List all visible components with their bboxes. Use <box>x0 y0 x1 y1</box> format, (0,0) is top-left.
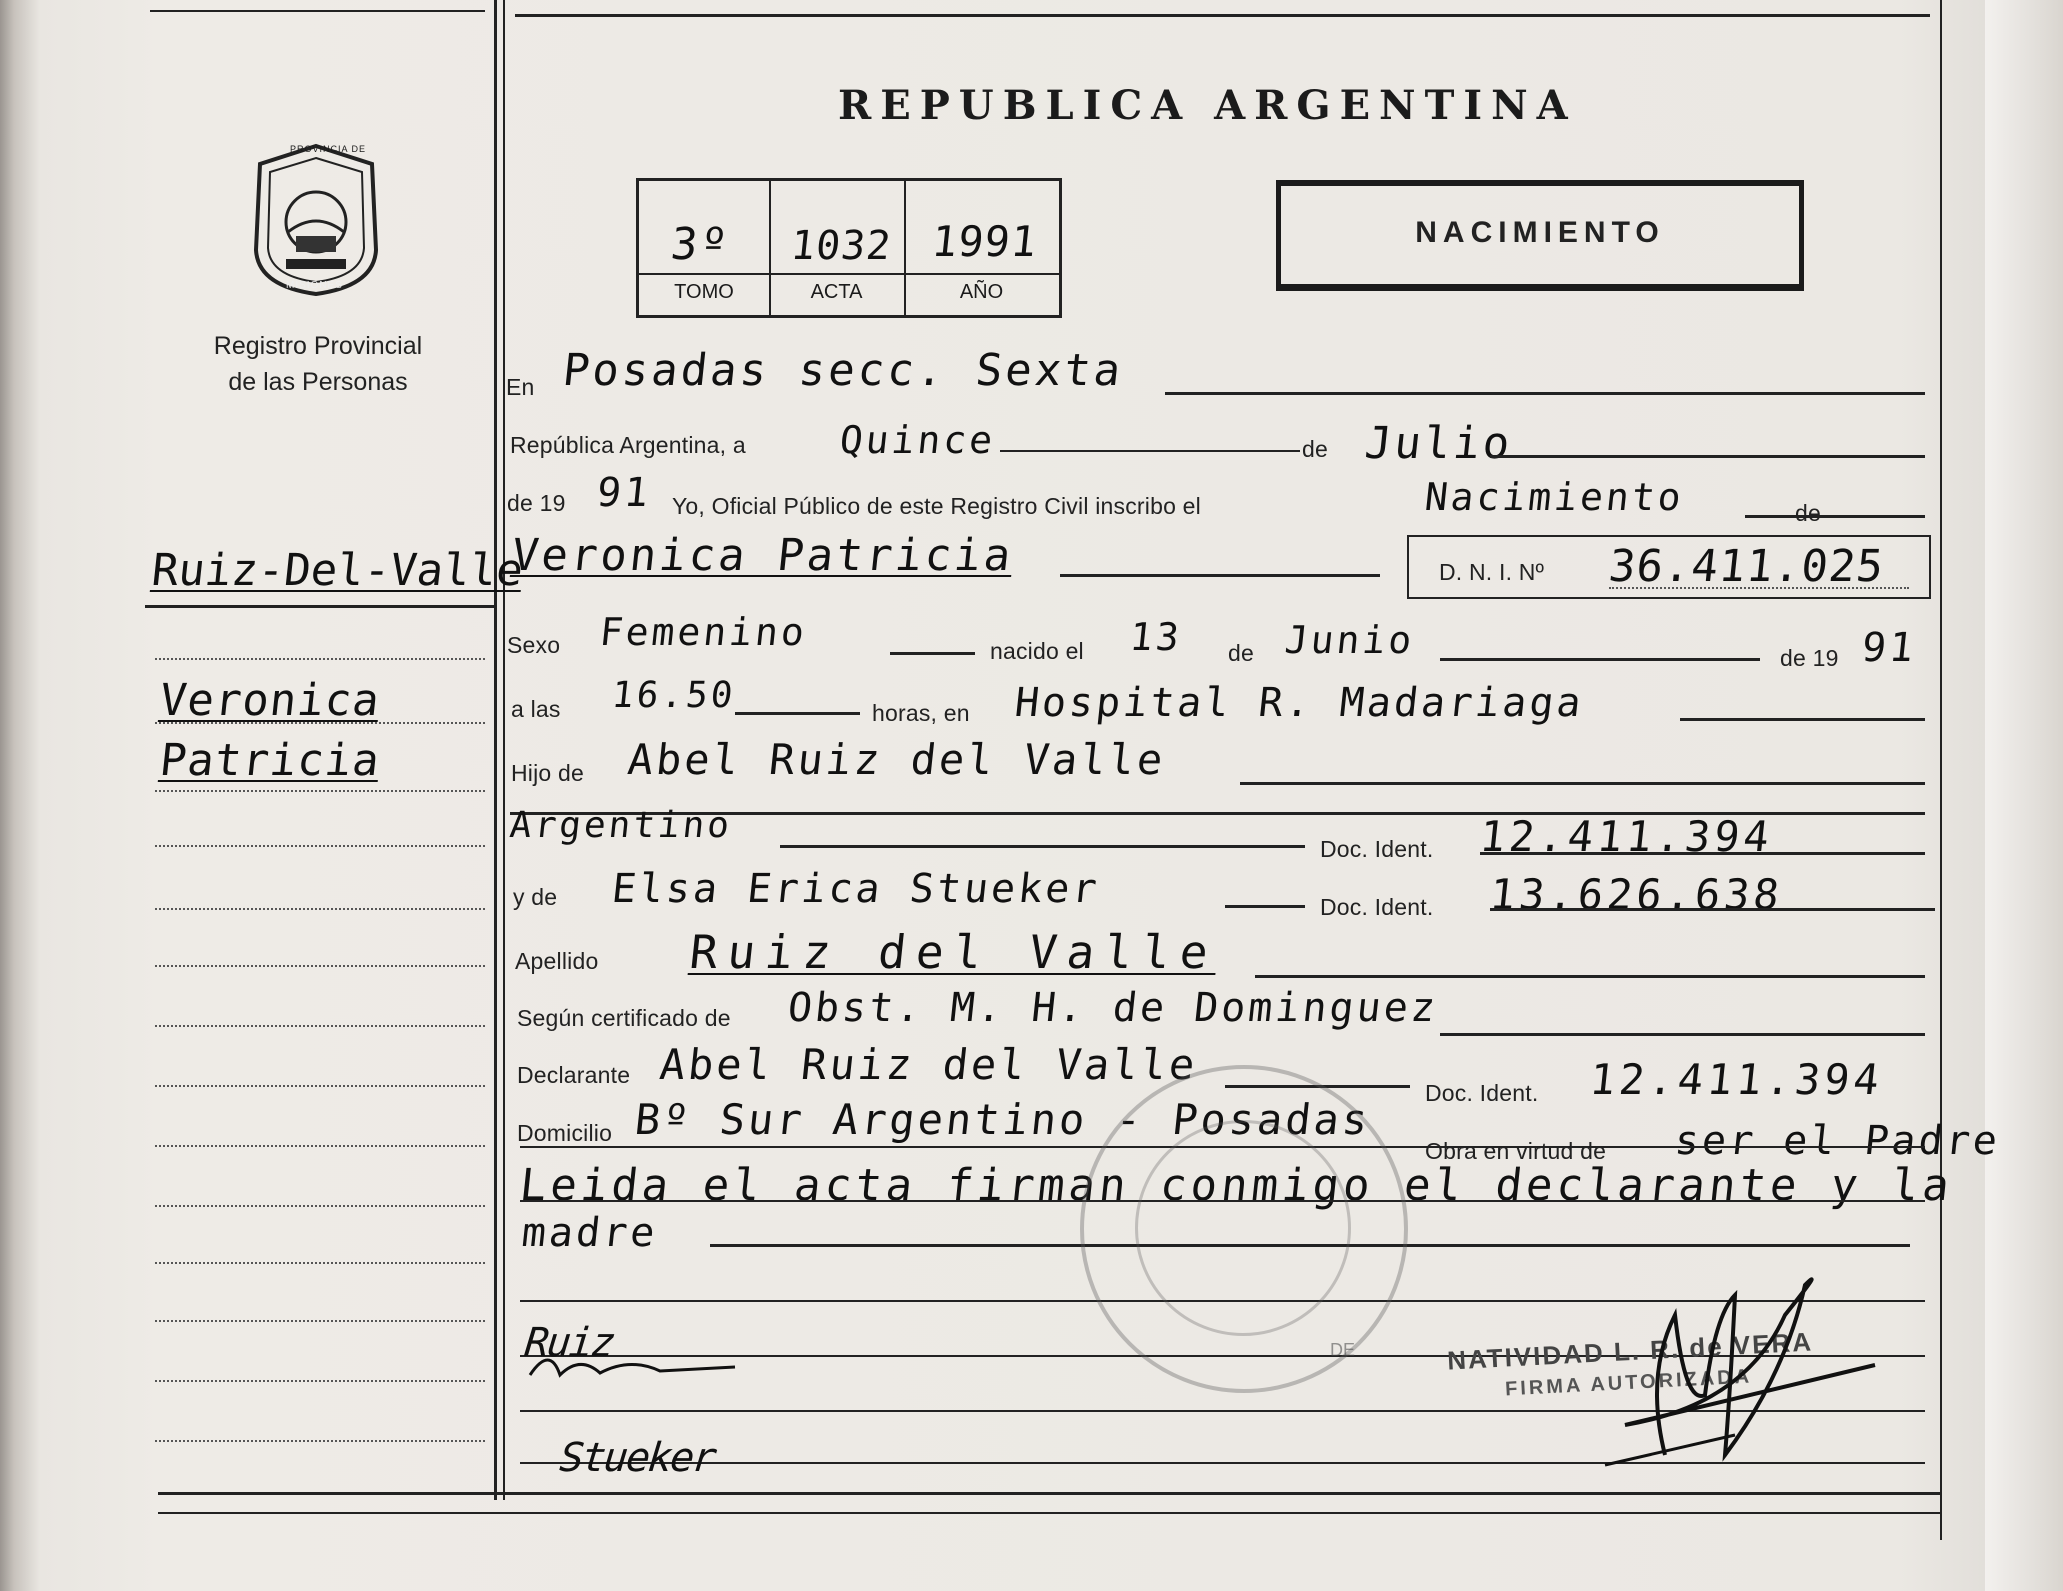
bottom-rule <box>158 1492 1940 1495</box>
acta-label: ACTA <box>810 281 863 303</box>
note-line-1: Leida el acta firman conmigo el declarante y la <box>517 1160 1956 1211</box>
birth-month-value: Junio <box>1282 618 1417 662</box>
signature-declarante: Ruiz <box>522 1320 616 1366</box>
nacido-label: nacido el <box>990 638 1084 664</box>
birth-year-suffix: 91 <box>1859 625 1919 671</box>
seal-bottom-text: MISIONES <box>286 280 343 291</box>
registry-name <box>150 328 486 400</box>
right-border-line <box>1940 0 1942 1540</box>
doc-label-1: Doc. Ident. <box>1320 836 1434 862</box>
main-top-rule <box>515 14 1930 17</box>
official-stamp-name: NATIVIDAD L. R. de VERA <box>1446 1326 1814 1376</box>
father-name-value: Abel Ruiz del Valle <box>625 735 1169 784</box>
margin-divider-line-2 <box>503 0 505 1500</box>
mother-doc-value: 13.626.638 <box>1487 870 1786 919</box>
note-line-2: madre <box>519 1210 660 1256</box>
a-las-label: a las <box>511 696 561 722</box>
declarante-value: Abel Ruiz del Valle <box>657 1040 1201 1089</box>
anio-label: AÑO <box>959 281 1004 303</box>
country-title: REPUBLICA ARGENTINA <box>838 82 1577 129</box>
declarante-label: Declarante <box>517 1062 631 1088</box>
inscribo-value: Nacimiento <box>1422 475 1687 519</box>
book-page-edges <box>1985 0 2063 1591</box>
registry-name-line2: de las Personas <box>228 368 408 396</box>
year-suffix: 91 <box>594 470 654 516</box>
signature-madre: Stueker <box>557 1435 717 1481</box>
official-stamp-role: FIRMA AUTORIZADA <box>1504 1365 1753 1401</box>
obra-label: Obra en virtud de <box>1425 1138 1607 1164</box>
domicilio-label: Domicilio <box>517 1120 613 1146</box>
year-prefix: de 19 <box>507 490 566 516</box>
sexo-label: Sexo <box>507 632 561 658</box>
dni-box <box>1407 535 1931 599</box>
de-label-3: de <box>1228 640 1254 666</box>
domicilio-value: Bº Sur Argentino - Posadas <box>632 1095 1374 1144</box>
dni-label: D. N. I. Nº <box>1439 559 1545 585</box>
tomo-value: 3º <box>668 219 733 270</box>
name-value: Veronica Patricia <box>509 530 1017 581</box>
margin-divider-line <box>494 0 497 1500</box>
mother-name-value: Elsa Erica Stueker <box>609 866 1102 912</box>
record-type-label: NACIMIENTO <box>1415 216 1665 249</box>
birth-day-value: 13 <box>1127 615 1185 659</box>
hour-value: 16.50 <box>609 675 738 716</box>
month-value: Julio <box>1362 418 1516 469</box>
acta-cell <box>769 181 906 315</box>
official-signature <box>1585 1255 1885 1490</box>
oficial-text: Yo, Oficial Público de este Registro Civil inscribo el <box>672 493 1201 519</box>
anio-cell <box>904 181 1059 315</box>
sexo-value: Femenino <box>597 610 810 654</box>
republica-label: República Argentina, a <box>510 432 746 458</box>
stamp-text: DE <box>1330 1340 1356 1360</box>
seal-top-text: PROVINCIA DE <box>290 144 367 154</box>
en-label: En <box>506 374 535 400</box>
y-de-label: y de <box>513 884 558 910</box>
provincial-seal-icon <box>246 140 386 300</box>
anio-value: 1991 <box>929 217 1040 266</box>
record-type-box <box>1276 180 1804 291</box>
official-round-stamp-inner <box>1135 1120 1351 1336</box>
declarante-doc-value: 12.411.394 <box>1587 1055 1886 1104</box>
de-label-2: de <box>1795 500 1821 526</box>
margin-surname: Ruiz-Del-Valle <box>149 545 526 596</box>
apellido-value: Ruiz del Valle <box>687 925 1221 979</box>
father-nationality-value: Argentino <box>507 805 735 846</box>
tomo-label: TOMO <box>674 281 734 303</box>
certificado-value: Obst. M. H. de Dominguez <box>785 985 1441 1031</box>
hijo-label: Hijo de <box>511 760 584 786</box>
record-number-box <box>636 178 1062 318</box>
apellido-label: Apellido <box>515 948 599 974</box>
tomo-cell <box>639 181 771 315</box>
bottom-rule-2 <box>158 1512 1940 1514</box>
obra-value: ser el Padre <box>1672 1118 2003 1164</box>
day-words-value: Quince <box>837 418 998 462</box>
father-doc-value: 12.411.394 <box>1477 812 1776 861</box>
acta-value: 1032 <box>788 223 894 269</box>
doc-label-3: Doc. Ident. <box>1425 1080 1539 1106</box>
margin-top-rule <box>150 10 485 12</box>
certificado-label: Según certificado de <box>517 1005 731 1031</box>
registry-name-line1: Registro Provincial <box>213 332 423 360</box>
en-value: Posadas secc. Sexta <box>560 345 1127 396</box>
dni-value: 36.411.025 <box>1606 541 1887 592</box>
margin-given-name-2: Patricia <box>157 735 383 786</box>
signature-declarante-stroke <box>520 1335 760 1400</box>
margin-given-name-1: Veronica <box>157 675 383 726</box>
de-label: de <box>1302 436 1328 462</box>
birth-year-prefix: de 19 <box>1780 645 1839 671</box>
horas-label: horas, en <box>872 700 970 726</box>
place-value: Hospital R. Madariaga <box>1012 680 1587 726</box>
doc-label-2: Doc. Ident. <box>1320 894 1434 920</box>
